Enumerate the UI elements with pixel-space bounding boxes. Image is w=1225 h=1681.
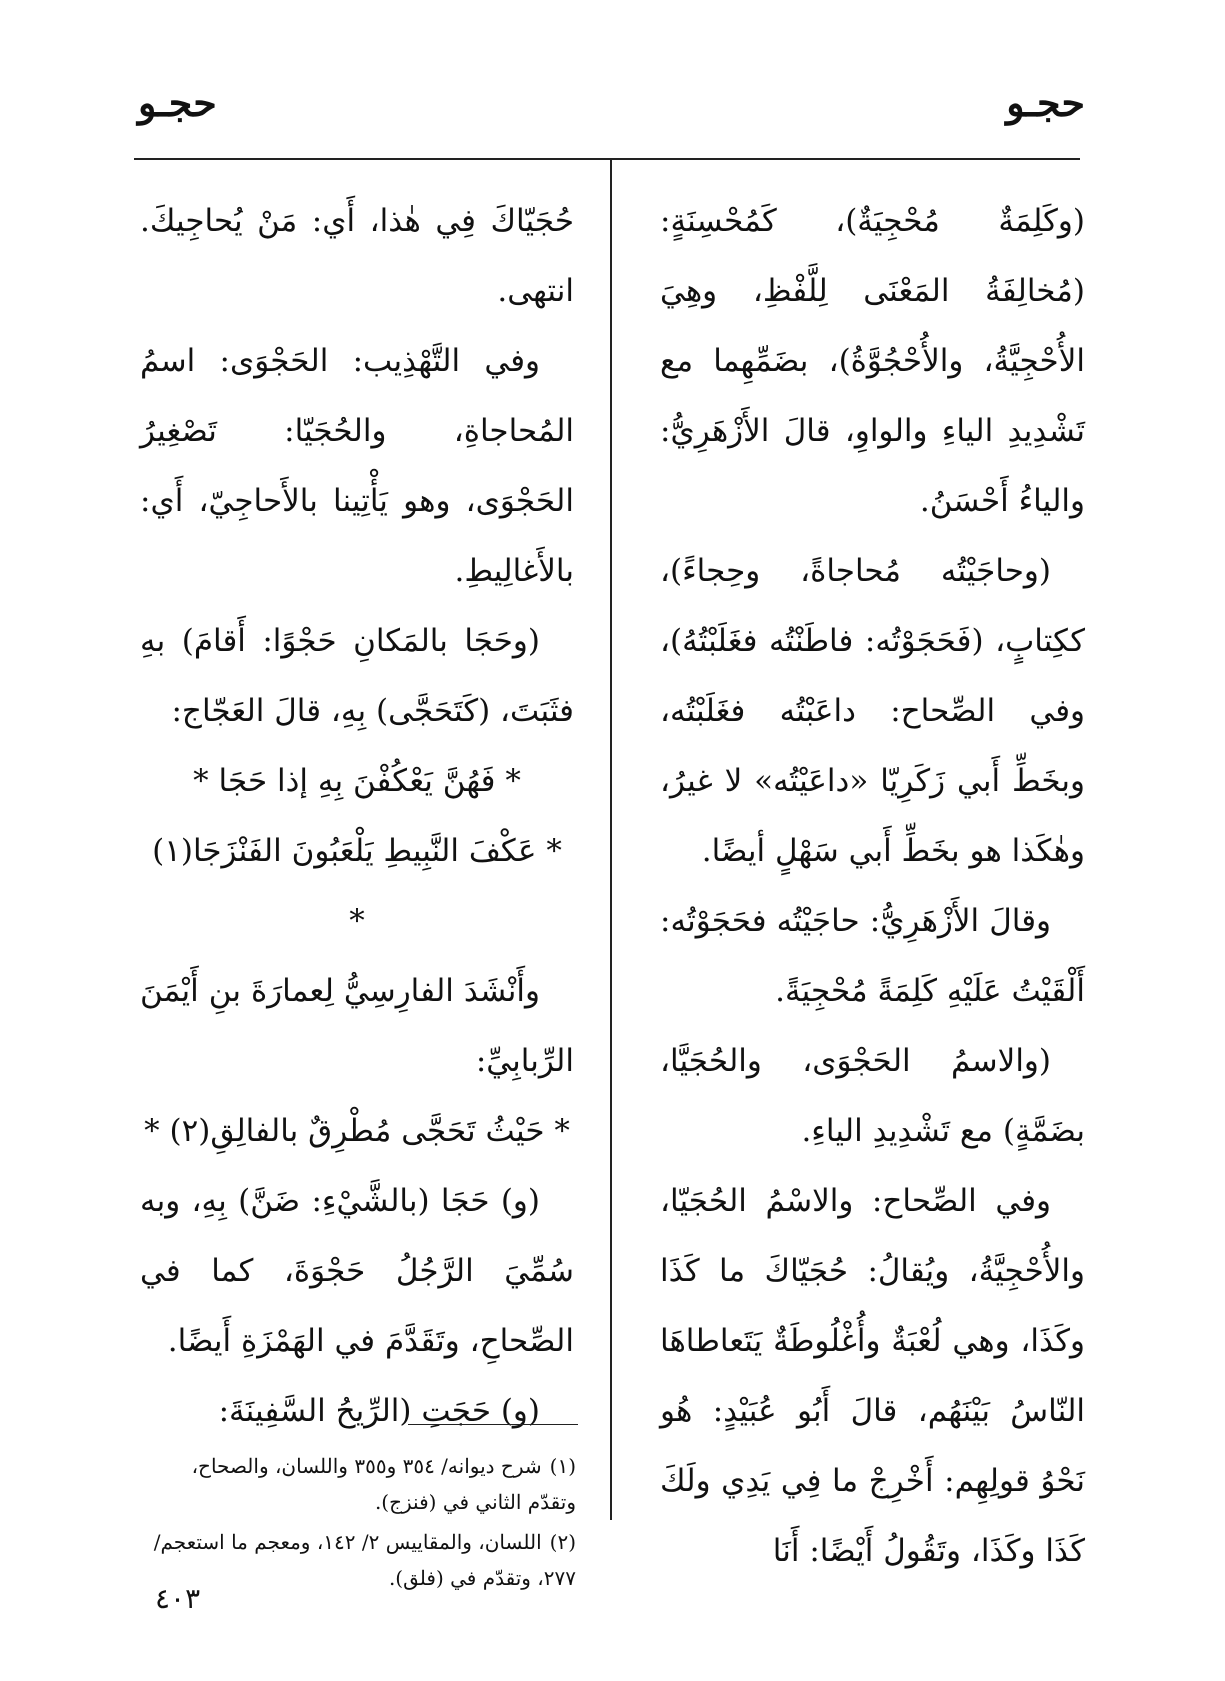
footnote-text: شرح ديوانه/ ٣٥٤ و٣٥٥ واللسان، والصحاح، وتقدّم الثاني في (فنزج). <box>191 1454 576 1514</box>
verse-line: * حَيْثُ تَحَجَّى مُطْرِقٌ بالفالِقِ(٢) * <box>144 1113 570 1149</box>
verse-line: * عَكْفَ النَّبِيطِ يَلْعَبُونَ الفَنْزَجَا(١) * <box>152 833 562 939</box>
paragraph: (وكَلِمَةٌ مُحْجِيَةٌ)، كَمُحْسِنَةٍ: (مُخالِفَةُ المَعْنَى لِلَّفْظِ، وهِيَ الأُحْجِيَّةُ، والأُحْجُوَّةُ)، بضَمِّهِما مع تَشْدِيدِ الياءِ والواوِ، قالَ الأَزْهَرِيُّ: والياءُ أَحْسَنُ. <box>660 203 1085 519</box>
paragraph: (وحَجَا بالمَكانِ حَجْوًا: أَقامَ) بهِ فثَبَتَ، (كَتَحَجَّى) بِهِ، قالَ العَجّاج: <box>140 623 574 729</box>
footnote-number: (١) <box>549 1454 576 1478</box>
paragraph: وأَنْشَدَ الفارِسِيُّ لِعمارَةَ بنِ أَيْمَنَ الرِّبابِيِّ: <box>140 973 574 1079</box>
left-column <box>140 186 574 1446</box>
paragraph: (والاسمُ الحَجْوَى، والحُجَيَّا، بضَمَّةٍ) مع تَشْدِيدِ الياءِ. <box>660 1043 1085 1149</box>
paragraph: حُجَيّاكَ فِي هٰذا، أَي: مَنْ يُحاجِيكَ. انتهى. <box>140 203 574 309</box>
paragraph: وفي الصِّحاح: والاسْمُ الحُجَيّا، والأُحْجِيَّةُ، ويُقالُ: حُجَيّاكَ ما كَذَا وكَذَا، وهي لُعْبَةٌ وأُغْلُوطَةٌ يَتَعاطاهَا النّاسُ بَيْنَهُم، قالَ أَبُو عُبَيْدٍ: هُو نَحْوُ قولِهِم: أَخْرِجْ ما فِي يَدِي ولَكَ كَذَا وكَذَا، وتَقُولُ أَيْضًا: أَنَا <box>660 1183 1085 1569</box>
footnote <box>140 1448 576 1520</box>
header-root-word-left: حجـو <box>138 80 217 125</box>
paragraph: (و) حَجَتِ (الرِّيحُ السَّفِينَةَ: <box>218 1393 540 1429</box>
footnote-text: اللسان، والمقاييس ٢/ ١٤٢، ومعجم ما استعجم/ ٢٧٧، وتقدّم في (فلق). <box>153 1530 576 1590</box>
footnote <box>140 1524 576 1596</box>
header-root-word-right: حجـو <box>1006 80 1085 125</box>
footnote-rule <box>408 1424 578 1425</box>
column-divider <box>610 160 612 1520</box>
header-rule <box>134 158 1080 160</box>
verse-line: * فَهُنَّ يَعْكُفْنَ بِهِ إذا حَجَا * <box>193 763 521 799</box>
paragraph: وقالَ الأَزْهَرِيُّ: حاجَيْتُه فحَجَوْتُه: أَلْقَيْتُ عَلَيْهِ كَلِمَةً مُحْجِيَةً. <box>660 903 1085 1009</box>
footnotes <box>140 1448 576 1600</box>
footnote-number: (٢) <box>549 1530 576 1554</box>
paragraph: (وحاجَيْتُه مُحاجاةً، وحِجاءً)، ككِتابٍ، (فَحَجَوْتُه: فاطَنْتُه فغَلَبْتُهُ)، وفي الصِّحاح: داعَبْتُه فغَلَبْتُه، وبخَطِّ أَبي زَكَرِيّا «داعَيْتُه» لا غيرُ، وهٰكَذا هو بخَطِّ أَبي سَهْلٍ أيضًا. <box>660 553 1085 869</box>
running-header <box>0 80 1225 140</box>
page-number: ٤٠٣ <box>155 1582 201 1615</box>
right-column <box>660 186 1085 1586</box>
paragraph: (و) حَجَا (بالشَّيْءِ: ضَنَّ) بِهِ، وبه سُمِّيَ الرَّجُلُ حَجْوَةَ، كما في الصِّحاحِ، وتَقَدَّمَ في الهَمْزَةِ أَيضًا. <box>140 1183 574 1359</box>
paragraph: وفي التَّهْذِيب: الحَجْوَى: اسمُ المُحاجاةِ، والحُجَيّا: تَصْغِيرُ الحَجْوَى، وهو يَأْتِينا بالأَحاجِيّ، أَي: بالأَغالِيطِ. <box>140 343 574 589</box>
